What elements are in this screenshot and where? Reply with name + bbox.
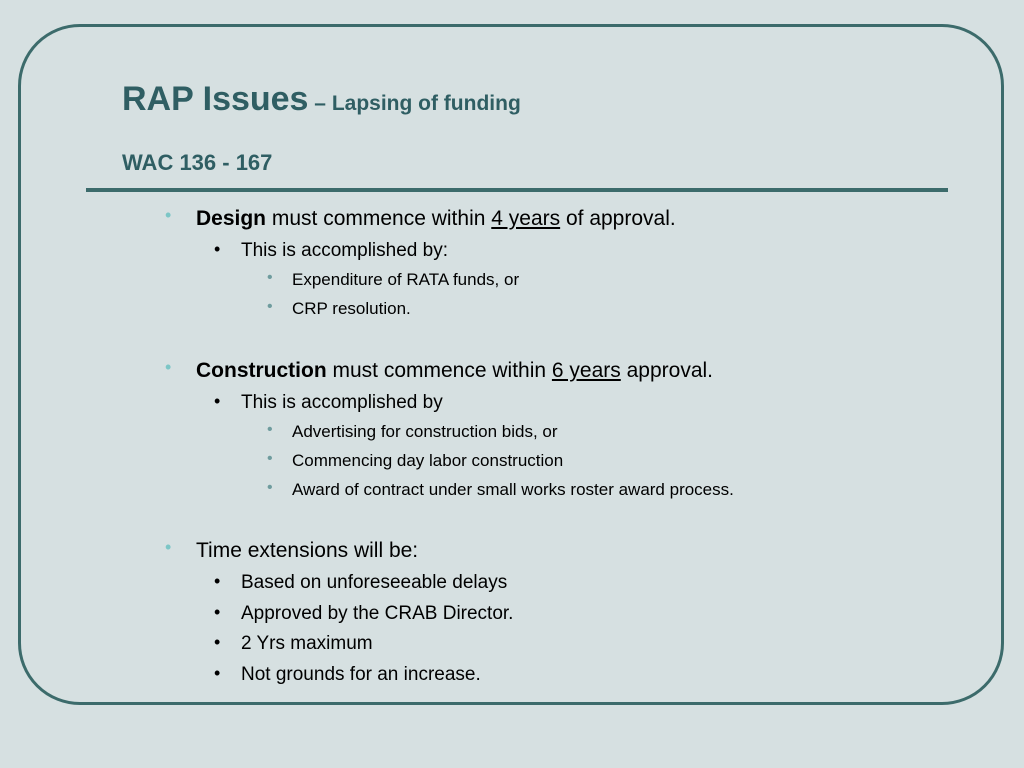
bullet-level3-icon: •	[267, 450, 273, 467]
extension-item: Based on unforeseeable delays	[241, 572, 508, 593]
bullet-level1-icon: •	[165, 357, 172, 377]
bullet-level3-icon: •	[267, 269, 273, 286]
design-item	[196, 207, 676, 231]
bullet-level1-icon: •	[165, 205, 172, 225]
bullet-level3-icon: •	[267, 479, 273, 496]
design-method-item: Expenditure of RATA funds, or	[292, 270, 520, 289]
design-label: Design	[196, 207, 267, 230]
bullet-level2-icon: •	[214, 391, 221, 411]
construction-label: Construction	[196, 359, 327, 382]
bullet-level2-icon: •	[214, 632, 221, 652]
extensions-heading: Time extensions will be:	[196, 539, 419, 562]
bullet-level2-icon: •	[214, 571, 221, 591]
bullet-level2-icon: •	[214, 239, 221, 259]
bullet-level3-icon: •	[267, 421, 273, 438]
title-sub: – Lapsing of funding	[308, 92, 521, 115]
slide-subtitle: WAC 136 - 167	[122, 150, 273, 175]
construction-deadline: 6 years	[551, 359, 621, 382]
construction-method-item: Advertising for construction bids, or	[292, 422, 558, 441]
bullet-level3-icon: •	[267, 298, 273, 315]
extension-item: Approved by the CRAB Director.	[241, 603, 514, 624]
construction-method-item: Commencing day labor construction	[292, 451, 564, 470]
design-text-post: of approval.	[560, 207, 676, 230]
design-text-pre: must commence within	[266, 207, 492, 230]
title-main: RAP Issues	[122, 80, 309, 118]
construction-sub-item: This is accomplished by	[241, 392, 443, 413]
construction-method-item: Award of contract under small works roster award process.	[292, 480, 734, 499]
construction-text-pre: must commence within	[326, 359, 552, 382]
construction-text-post: approval.	[620, 359, 714, 382]
extension-item: Not grounds for an increase.	[241, 664, 481, 685]
construction-item	[196, 359, 713, 383]
design-sub-item: This is accomplished by:	[241, 240, 448, 261]
design-deadline: 4 years	[491, 207, 561, 230]
bullet-level1-icon: •	[165, 537, 172, 557]
extension-item: 2 Yrs maximum	[241, 633, 373, 654]
design-method-item: CRP resolution.	[292, 299, 411, 318]
bullet-level2-icon: •	[214, 663, 221, 683]
bullet-level2-icon: •	[214, 602, 221, 622]
